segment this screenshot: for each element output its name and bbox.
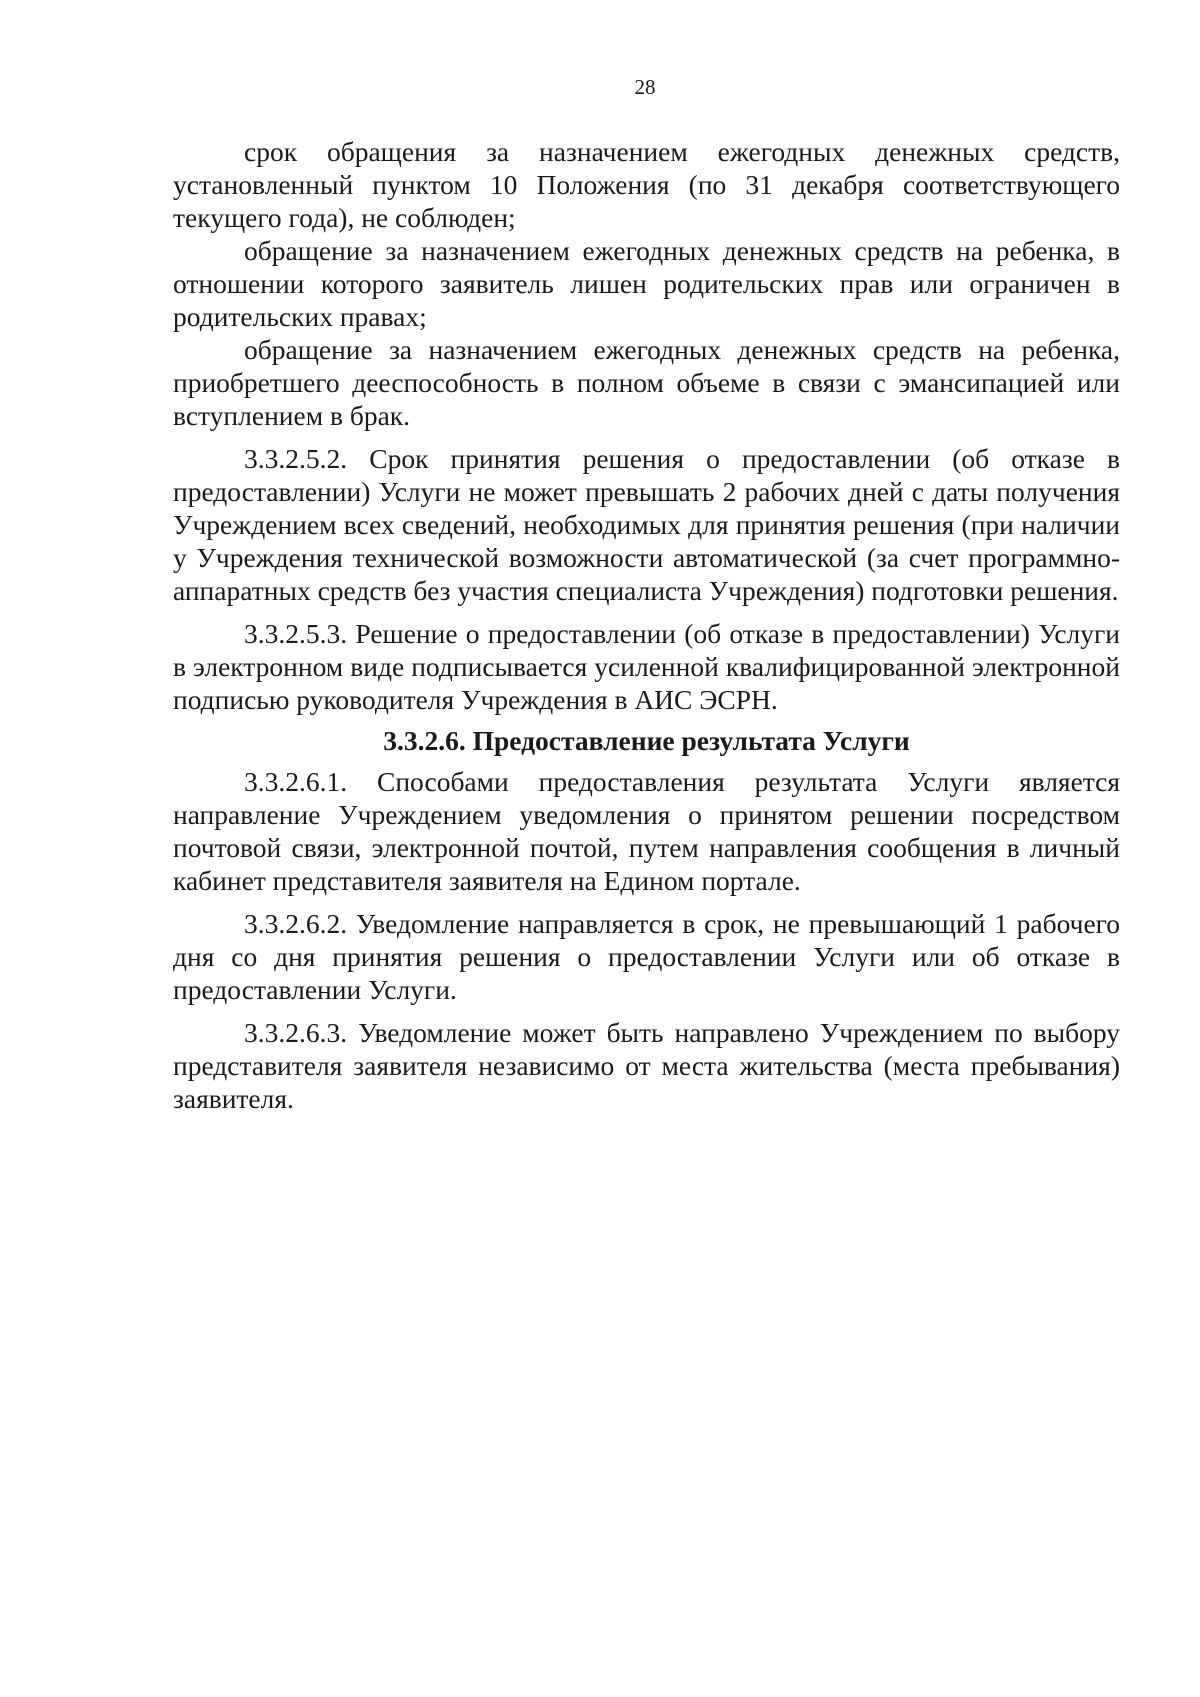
paragraph-deadline-not-met: срок обращения за назначением ежегодных денежных средств, установленный пунктом 10 Положения (по 31 декабря соответствующего текущего года), не соблюден; [173, 136, 1120, 233]
paragraph-emancipation: обращение за назначением ежегодных денежных средств на ребенка, приобретшего дееспособность в полном объеме в связи с эмансипацией или вступлением в брак. [173, 334, 1120, 431]
section-heading-3-3-2-6: 3.3.2.6. Предоставление результата Услуги [383, 725, 910, 756]
page-number: 28 [634, 75, 656, 99]
paragraph-3-3-2-5-2: 3.3.2.5.2. Срок принятия решения о предоставлении (об отказе в предоставлении) Услуги не может превышать 2 рабочих дней с даты получения Учреждением всех сведений, необходимых для принятия решения (при наличии у Учреждения технической возможности автоматической (за счет программно-аппаратных средств без участия специалиста Учреждения) подготовки решения. [173, 443, 1120, 606]
paragraph-3-3-2-6-1: 3.3.2.6.1. Способами предоставления результата Услуги является направление Учреждением уведомления о принятом решении посредством почтовой связи, электронной почтой, путем направления сообщения в личный кабинет представителя заявителя на Едином портале. [173, 766, 1120, 896]
paragraph-parental-rights: обращение за назначением ежегодных денежных средств на ребенка, в отношении которого заявитель лишен родительских прав или ограничен в родительских правах; [173, 235, 1120, 332]
paragraph-3-3-2-6-2: 3.3.2.6.2. Уведомление направляется в срок, не превышающий 1 рабочего дня со дня принятия решения о предоставлении Услуги или об отказе в предоставлении Услуги. [173, 908, 1120, 1005]
paragraph-3-3-2-5-3: 3.3.2.5.3. Решение о предоставлении (об отказе в предоставлении) Услуги в электронном виде подписывается усиленной квалифицированной электронной подписью руководителя Учреждения в АИС ЭСРН. [173, 618, 1120, 715]
paragraph-3-3-2-6-3: 3.3.2.6.3. Уведомление может быть направлено Учреждением по выбору представителя заявителя независимо от места жительства (места пребывания) заявителя. [173, 1017, 1120, 1114]
document-body [173, 135, 1120, 1115]
